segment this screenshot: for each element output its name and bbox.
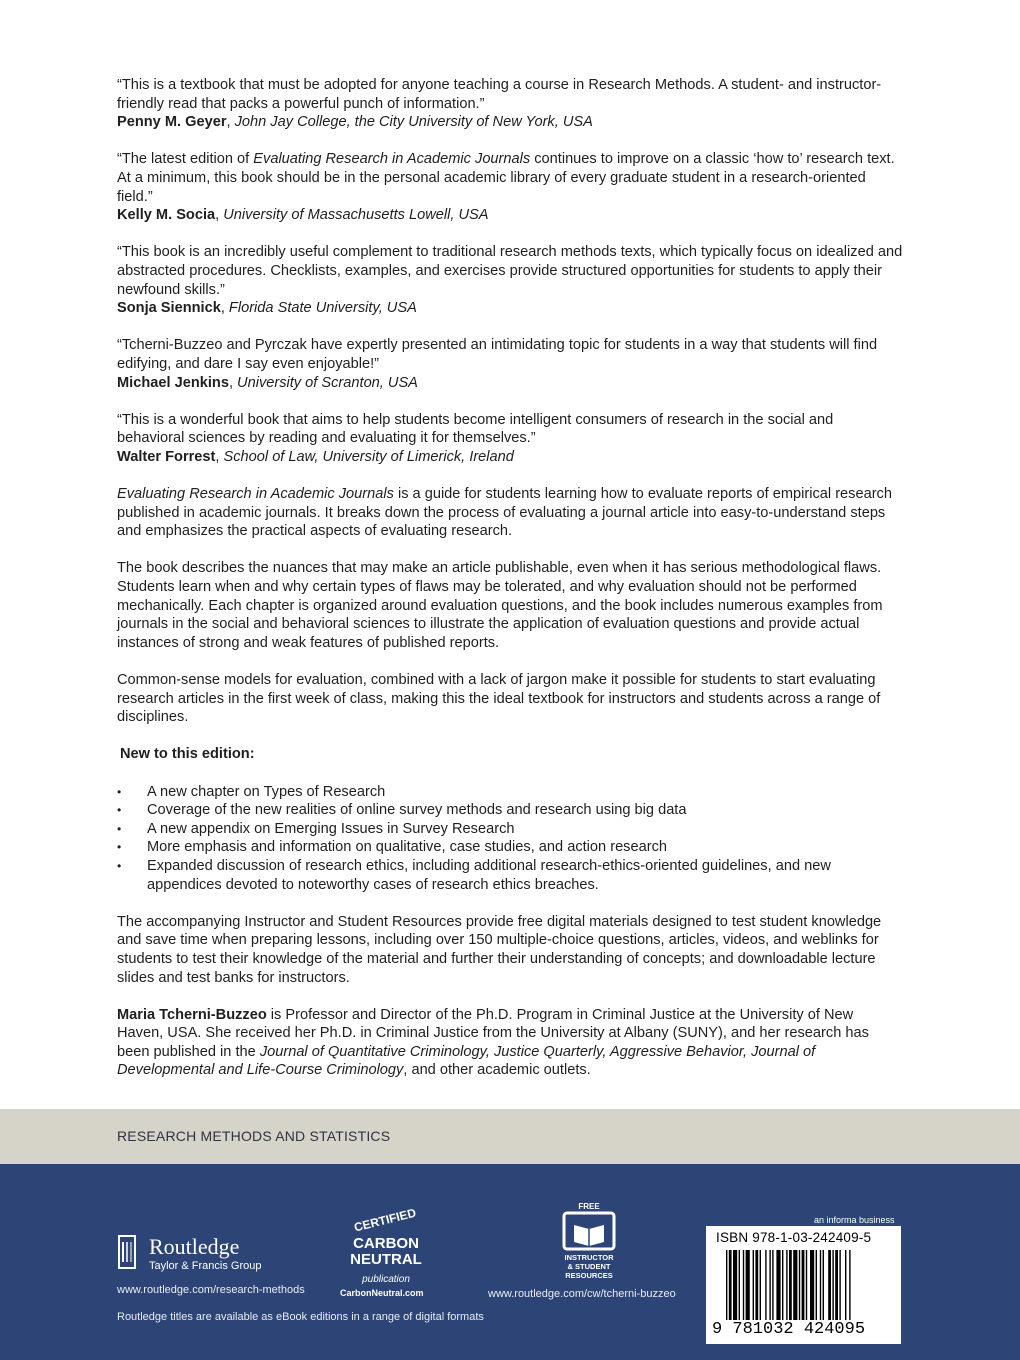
- description-paragraph-2: The book describes the nuances that may make an article publishable, even when it has serious methodological flaws. Students learn when and why certain types of flaws may be tolerated, and why evaluation should not be performed mechanically. Each chapter is organized around evaluation questions, and the book includes numerous examples from journals in the social and behavioral sciences to illustrate the application of evaluation questions and provide actual instances of strong and weak features of published reports.: [117, 560, 883, 651]
- barcode-icon: [726, 1250, 894, 1328]
- list-item: • A new appendix on Emerging Issues in Survey Research: [117, 820, 903, 839]
- list-item: • A new chapter on Types of Research: [117, 783, 903, 802]
- resources-paragraph: The accompanying Instructor and Student Resources provide free digital materials designed to test student knowledge and save time when preparing lessons, including over 150 multiple-choice questions, articles, videos, and weblinks for students to test their knowledge of the material and further their understanding of concepts; and downloadable lecture slides and test banks for instructors.: [117, 913, 882, 986]
- testimonial-5: “This is a wonderful book that aims to help students become intelligent consumers of research in the social and behavioral sciences by reading and evaluating it for themselves.” Walter Forrest, School of Law, University of Limerick, Ireland: [117, 411, 834, 465]
- carbon-neutral-badge-icon: [336, 1202, 436, 1302]
- author-bio: Maria Tcherni-Buzzeo is Professor and Director of the Ph.D. Program in Criminal Justice at the University of New Haven, USA. She received her Ph.D. in Criminal Justice from the University at Albany (SUNY), and her research has been published in the Journal of Quantitative Criminology, Justice Quarterly, Aggressive Behavior, Journal of Developmental and Life-Course Criminology, and other academic outlets.: [117, 1006, 869, 1079]
- footer: [0, 1164, 1020, 1360]
- category-label: RESEARCH METHODS AND STATISTICS: [117, 1128, 391, 1144]
- carbon-word-2: NEUTRAL: [350, 1251, 422, 1268]
- testimonial-2: “The latest edition of Evaluating Research in Academic Journals continues to improve on a classic ‘how to’ research text. At a minimum, this book should be in the personal academic library of every graduate student in a research-oriented field.” Kelly M. Socia, University of Massachusetts Lowell, USA: [117, 151, 895, 224]
- description-paragraph-3: Common-sense models for evaluation, combined with a lack of jargon make it possible for students to start evaluating research articles in the first week of class, making this the ideal textbook for instructors and students across a range of disciplines.: [117, 672, 881, 726]
- category-band: [0, 1109, 1020, 1164]
- resources-line-1: INSTRUCTOR: [564, 1253, 614, 1262]
- routledge-emblem-icon: [117, 1234, 139, 1274]
- publisher-url[interactable]: www.routledge.com/research-methods: [117, 1284, 305, 1296]
- testimonial-author: Penny M. Geyer: [117, 114, 227, 131]
- testimonial-affiliation: School of Law, University of Limerick, Ireland: [223, 448, 514, 465]
- instructor-student-resources-icon: [552, 1200, 626, 1280]
- book-title-italic: Evaluating Research in Academic Journals: [253, 151, 531, 168]
- carbon-certified-text: CERTIFIED: [352, 1205, 418, 1235]
- author-name: Maria Tcherni-Buzzeo: [117, 1006, 267, 1023]
- isbn-number: ISBN 978-1-03-242409-5: [716, 1230, 872, 1245]
- testimonial-author: Sonja Siennick: [117, 300, 221, 317]
- carbon-word-1: CARBON: [353, 1235, 419, 1252]
- book-title-italic: Evaluating Research in Academic Journals: [117, 486, 394, 503]
- testimonial-author: Michael Jenkins: [117, 374, 229, 391]
- carbon-url: CarbonNeutral.com: [340, 1288, 424, 1298]
- ebook-note: Routledge titles are available as eBook editions in a range of digital formats: [117, 1311, 484, 1323]
- testimonial-1: “This is a textbook that must be adopted for anyone teaching a course in Research Methods. A student- and instructor-friendly read that packs a powerful punch of information.” Penny M. Geyer, John Jay College, the City University of New York, USA: [117, 77, 882, 131]
- publisher-name: Routledge: [149, 1234, 240, 1259]
- list-item: • Expanded discussion of research ethics, including additional research-ethics-oriented guidelines, and new appendices devoted to noteworthy cases of research ethics breaches.: [117, 857, 903, 894]
- testimonial-affiliation: John Jay College, the City University of New York, USA: [234, 114, 593, 131]
- routledge-logo: [117, 1234, 357, 1274]
- testimonial-3: “This book is an incredibly useful complement to traditional research methods texts, which typically focus on idealized and abstracted procedures. Checklists, examples, and exercises provide structured opportunities for students to apply their newfound skills.” Sonja Siennick, Florida State University, USA: [117, 244, 903, 317]
- resources-free: FREE: [578, 1202, 600, 1211]
- description-paragraph-1: Evaluating Research in Academic Journals is a guide for students learning how to evaluate reports of empirical research published in academic journals. It breaks down the process of evaluating a journal article into easy-to-understand steps and emphasizes the practical aspects of evaluating research.: [117, 486, 892, 540]
- testimonial-4: “Tcherni-Buzzeo and Pyrczak have expertly presented an intimidating topic for students in a way that students will find edifying, and dare I say even enjoyable!” Michael Jenkins, University of Scranton, USA: [117, 337, 878, 391]
- list-item: • Coverage of the new realities of online survey methods and research using big data: [117, 801, 903, 820]
- resources-line-3: RESOURCES: [565, 1271, 613, 1280]
- publisher-group: Taylor & Francis Group: [149, 1260, 262, 1272]
- resources-url[interactable]: www.routledge.com/cw/tcherni-buzzeo: [488, 1288, 676, 1300]
- resources-line-2: & STUDENT: [567, 1262, 611, 1271]
- testimonial-affiliation: University of Scranton, USA: [237, 374, 418, 391]
- testimonial-affiliation: University of Massachusetts Lowell, USA: [223, 207, 489, 224]
- isbn-barcode-box: [706, 1226, 901, 1344]
- carbon-publication: publication: [362, 1274, 410, 1285]
- list-item: • More emphasis and information on qualitative, case studies, and action research: [117, 838, 903, 857]
- new-edition-heading: New to this edition:: [120, 746, 255, 763]
- back-cover-text: [117, 76, 903, 1099]
- informa-label: an informa business: [814, 1215, 895, 1225]
- new-edition-list: [117, 783, 903, 895]
- testimonial-affiliation: Florida State University, USA: [228, 300, 417, 317]
- journal-list: Journal of Quantitative Criminology, Justice Quarterly, Aggressive Behavior, Journal of Developmental and Life-Course Criminology: [117, 1043, 816, 1079]
- barcode-digits: 9 781032 424095: [712, 1320, 866, 1339]
- testimonial-author: Walter Forrest: [117, 448, 216, 465]
- testimonial-author: Kelly M. Socia: [117, 207, 216, 224]
